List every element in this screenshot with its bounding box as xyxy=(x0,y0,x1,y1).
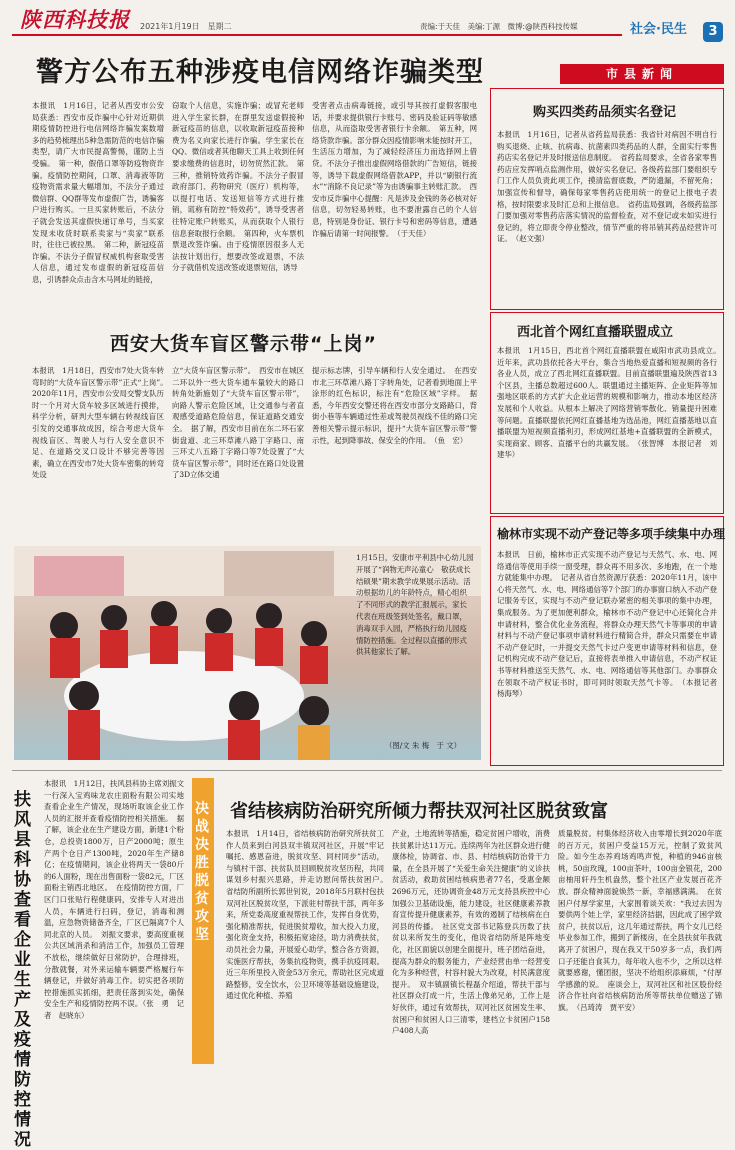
live-article xyxy=(490,312,724,514)
editor-credits: 责编:于天佳 美编:丁源 微博:@陕西科技传媒 xyxy=(420,22,578,31)
header-rule xyxy=(12,34,622,36)
bottom-col-3: 质量脱贫。村集体经济收入由零增长到2020年底的百万元，贫困户受益15万元，控制了致贫风险。如今生态养鸡场鸡鸣声悦，种植的946亩核桃，50亩玫瑰，100亩茶叶，100亩金银花，200亩柚用轩丹生机盎然，整个社区产业发展百花齐放。群众精神面貌焕然一新，幸福感满满。 在贫困户付厚学家里，大家围着谈关欢：“我过去因为要供两个娃上学，家里经济拮据，因此成了困学致贫户，扶贫以后，这几年通过帮扶，两个女儿已经毕业参加工作，搬到了新楼房，在全县扶贫年我就离开了贫困户，现在我又干50岁多一点，我们两口子还能自食其力，每年收入也不少，之所以这样就要感谢，懂团报，坚决不给组织添麻烦，“付厚学感激的说。 座谈会上，双河社区和社区股份经济合作社向省结核病防治所等帮扶单位赠送了锦旗。 （吕琦涛 贾平安） xyxy=(558,829,722,1012)
bottom-col-2: 产业，土地流转等措施，稳定贫困户增收，消费扶贫累计达11万元。连续两年为社区群众进行健康体检，协调省、市、县、村结核病防治骨干力量，在全县开展了“关爱生命关注健康”的义诊扶贫活动，救助贫困结核病患者77名，受惠金额2696万元，还协调资金48万元支持县疾控中心加强公卫基础设施，能力建设，社区健康素养教育宣传提升健康素养，有效的遏制了结核病在白河县的传播。 社区党支部书记陈登兵历数了扶贫以来所发生的变化，他说省结防所是阵地变化，社区面貌以创建全面提升，班子团结奋进，提高为群众的服务能力，产业经营由单一经营变化为多种经营，村容村貌大为改观，村民满意度提升。 双丰镇副镇长程磊介绍道，帮扶干部与社区群众打成一片，生活上像弟兄弟，工作上是好伙伴，通过有效帮扶，双河社区贫困发生率、贫困户和贫困人口三清零，建档立卡贫困户158户408人高 xyxy=(392,829,550,1036)
bottom-col-1: 本报讯 1月14日，省结核病防治研究所扶贫工作人员来到白河县双丰镇双河社区，开展“牢记嘱托、感恩奋进，脱贫攻坚、同村同步”活动，与镇村干部、扶贫队员回顾脱贫攻坚历程，共同谋划乡村振兴思路，并走访慰问帮扶贫困户。 省结防所副所长郭世钊说，2018年5月联村包扶双河社区脱贫攻坚，下派驻村帮扶干部，两年多来，所党委高度重视帮扶工作，发挥自身优势，强化精准帮扶，促进脱贫增收，加大投入力度，强化资金支持，积极拓宽途径，助力消费扶贫，动员社会力量，开展爱心助学，整合各方资源，实施医疗帮扶，务集抗疫物资，携手抗疫同艰。近三年所里投入资金53万余元，帮助社区完成道路整修，安全饮水，公卫环境等基础设施建设，通过优化种植、养殖 xyxy=(226,829,392,1001)
house-body: 本报讯 日前，榆林市正式实现不动产登记与天然气、水、电、网络通信等使用手续一窗受理，群众再不用多次、多地跑，在一个地方就能集中办理。 记者从省自然资源厅获悉：2020年11月，该中心将天然气、水、电、网络通信等7个部门的办事窗口纳入不动产登记服务专区，实现与不动产登记联办紧密的相关事项的集中办理，集成服务。为了更加便利群众，榆林市不动产登记中心还简化合并申请材料，整合优化业务流程，将群众办理天然气卡等事项的申请材料与不动产登记事项申请材料进行精简合并，群众只需要在申请不动产登记时，一并提交天然气卡过户变更申请等材料和信息，登记机构完成不动产登记后，直接将表单推入申请信息，不动产权证书等材料推送至天然气、水、电、网络通信等其他部门。办事群众在领取不动产权证书时，即可同时领取天然气卡等。 （本报记者 杨海琴） xyxy=(497,550,725,699)
fuping-title: 扶风县科协查看企业生产及疫情防控情况 xyxy=(14,790,31,1150)
truck-col-2: 立“大货车盲区警示带”。 西安市在城区二环以外一些大货车通车量较大的路口转角处新施划了“大货车盲区警示带”，向路人警示危险区域，让交通参与者直观感受道路危险信息，保证道路交通安全。 据了解，西安市目前在东二环石家街盘道、北三环草滩八路丁字路口、南三环丈八五路丁字路口等7处设置了“大货车盲区警示带”，同时还在路口处设置了3D立体交通 xyxy=(172,366,304,480)
photo-credit: （图/文 朱 梅 于 文） xyxy=(385,741,462,750)
page-number: 3 xyxy=(703,22,723,42)
drug-article xyxy=(490,88,724,310)
house-article xyxy=(490,516,724,766)
truck-headline: 西安大货车盲区警示带“上岗” xyxy=(110,333,377,355)
fuping-divider xyxy=(12,770,722,771)
live-title: 西北首个网红直播联盟成立 xyxy=(517,325,674,340)
right-banner: 市县新闻 xyxy=(560,64,724,84)
issue-date: 2021年1月19日 星期二 xyxy=(140,22,232,31)
poverty-side-label: 决战决胜脱贫攻坚 xyxy=(195,801,209,943)
masthead-logo: 陕西科技报 xyxy=(20,7,130,32)
house-title: 榆林市实现不动产登记等多项手续集中办理 xyxy=(497,527,726,541)
photo-caption: 1月15日，安康市平利县中心幼儿园开展了“润物无声沁童心 敬获成长结硕果”期末教学成果展示活动。活动根据幼儿的年龄特点，精心组织了不同形式的教学汇报展示，家长代表在班级签到处签名，戴口罩，消毒双手入园，严格执行幼儿园疫情防控措施。全过程以直播的形式供其他家长了解。 xyxy=(356,553,474,657)
drug-body: 本报讯 1月16日，记者从省药监局获悉：我省针对病因不明自行购买退烧、止咳、抗病毒、抗菌素四类药品的人群，全面实行零售药店实名登记并及时报送信息制度。 省药监局要求，全省各家零售药店应发挥哨点监测作用，做好实名登记。各级药监部门要组织专门工作人员负责此项工作，摸清监督底数，严防遗漏，不留死角；加强宣传和督导，确保每家零售药店使用统一的登记上报电子表格，按时限要求及时汇总和上报信息。 省药监局强调，各级药监部门要加强对零售药店落实情况的监督检查，对不登记或未如实进行登记的，将立即责令停业整改，情节严重的将吊销其药品经营许可证。 （赵文强） xyxy=(497,130,717,244)
main-col-3: 受害者点击病毒链接，或引导其按打虚假客服电话，并要求提供银行卡账号、密码及验证码等敏感信息，从而盗取受害者银行卡余额。 第五种，网络贷款诈骗。部分群众因疫情影响未能按时开工，生活压力增加，为了减轻经济压力而选择网上借贷。不法分子推出虚假网络借款的广告短信，链接等，诱导下载虚假网络借款APP，并以“刷银行流水”“消除不良记录”等为由诱骗事主转账汇款。 西安市反诈骗中心提醒：凡是涉及金钱的务必核对好信息，切勿轻易转账，也不要泄露自己的个人信息，特别是身份证、银行卡号和密码等信息，遭遇诈骗后请第一时间报警。 （于天佳） xyxy=(312,101,477,238)
drug-title: 购买四类药品须实名登记 xyxy=(533,105,677,120)
bottom-headline: 省结核病防治研究所倾力帮扶双河社区脱贫致富 xyxy=(230,801,608,822)
main-col-2: 窃取个人信息，实施诈骗；或冒充老师进入学生家长群，在群里发送虚假接种新冠疫苗的信息，以收取新冠疫苗接种费为名义向家长进行诈骗。学生家长在QQ、微信或者其他聊天工具上收到任何要求缴费的信息时，切勿贸然汇款。 第三种，推销特效药诈骗。不法分子假冒政府部门、药物研究（医疗）机构等，以提打电话、发送短信等方式进行推销，谎称有防控“特效药”，诱导受害者往特定账户转账买，从而获取个人银行信息套取报行余额。 第四种，火车票机票退改签诈骗。由于疫情原因很多人无法按计划出行，想要改签或退票，不法分子就借机发送改签或退票短信，诱导 xyxy=(172,101,304,273)
truck-col-1: 本报讯 1月18日，西安市7处大货车转弯时的“大货车盲区警示带”正式“上岗”。 2020年11月，西安市公安局交警支队历时一个月对大货车较多区域进行摸排，科学分析，研判大型车辆右转视线盲区引发的交通事故成因，综合考虑大货车视线盲区、驾驶人与行人安全意识不足、在道路交叉口设计不够完善等因素，确立在西安市7处大货车密集的转弯处设 xyxy=(32,366,172,480)
section-tag: 社会·民生 xyxy=(630,22,687,37)
main-col-1: 本报讯 1月16日，记者从西安市公安局获悉：西安市反诈骗中心针对近期供期疫情防控进行电信网络诈骗发案数增多的趋势梳理出5种急需防范的电信诈骗类型，请广大市民提高警惕，谨防上当受骗。 第一种，假借口罩等防疫物资诈骗。疫情防控期间，口罩、消毒液等防疫物资需求量大幅增加，不法分子通过微信群、QQ群等发布虚假广告，诱骗客户进行购买。一旦买家转账后，不法分子就会发送其虚假快递订单号，当买家发现未收货时联系卖家与“卖家”联系时，往往已被拉黑。 第二种，新冠疫苗诈骗。不法分子假冒权威机构套取受害人信息，通过发布虚假的新冠疫苗信息，引诱群众点击含木马网址的链接， xyxy=(32,101,164,284)
fuping-body: 本报讯 1月12日，扶风县科协主席刘振文一行深入宝鸡味龙农庄面粉有限公司实地查看企业生产情况，现场听取该企业工作人员的汇报并查看疫情防控相关措施。 据了解，该企业在生产建设方面，新建1个粉仓，总投资1800万，日产2000吨；原生产两个仓日产1300吨，2020年生产储8亿；在疫情期间，该企业将两天一袋80斤的6人面粉，现在出售面粉一袋82元，厂区面粉主销西北地区。 在疫情防控方面，厂区门口张贴行程健康码，安排专人对进出人员，车辆进行扫码，登记，消毒和测温，应急物资储备齐全，厂区已隔离7个人同北京的人员。 刘振文要求，要高度重视公共区域消杀和消洁工作，加强员工管理不放松，继续做好日常防护，合理排班，分散就餐，对外来运输车辆要严格履行车辆登记，并做好消毒工作。切实把各项防控措施抓实抓细，把责任落到实处，确保安全生产和疫情防控两不误。（张 勇 记者 赵晓东） xyxy=(44,779,184,1020)
live-body: 本报讯 1月15日，西北首个网红直播联盟在咸阳市武功县成立。 近年来，武功县依托各大平台，集合当地热爱直播和短视频的各行各业人员，成立了西北网红直播联盟。目前直播联盟遍及陕西省13个区县，主播总数超过600人。联盟通过主播矩阵、企业矩阵等加强地区联系的方式扩大企业运营的规模和影响力，推动本地区经济发展和个人收益。从根本上解决了网络营销零散化、销量提升困难等问题。直播联盟依托网红直播基地为选品池，网红直播基地以直播联盟为短视频直播利刃，形成网红基地+直播联盟的全新模式，实现商家、顾客、直播平台的共赢发展。 （张智博 本报记者 刘建华） xyxy=(497,346,725,460)
truck-col-3: 提示标志牌，引导车辆和行人安全通过。 在西安市北三环草滩八路丁字转角处，记者看到地面上平涂形的红色标识，标注有“危险区域”字样。 据悉，今年西安交警还将在西安市部分支路路口，背街小巷等车辆通过性差或驾驶员视线不佳的路口完善相关警示提示标识，提升“大货车盲区警示带”警示性，起到降事故、保安全的作用。 （鱼 宏） xyxy=(312,366,477,445)
main-headline: 警方公布五种涉疫电信网络诈骗类型 xyxy=(36,57,484,88)
